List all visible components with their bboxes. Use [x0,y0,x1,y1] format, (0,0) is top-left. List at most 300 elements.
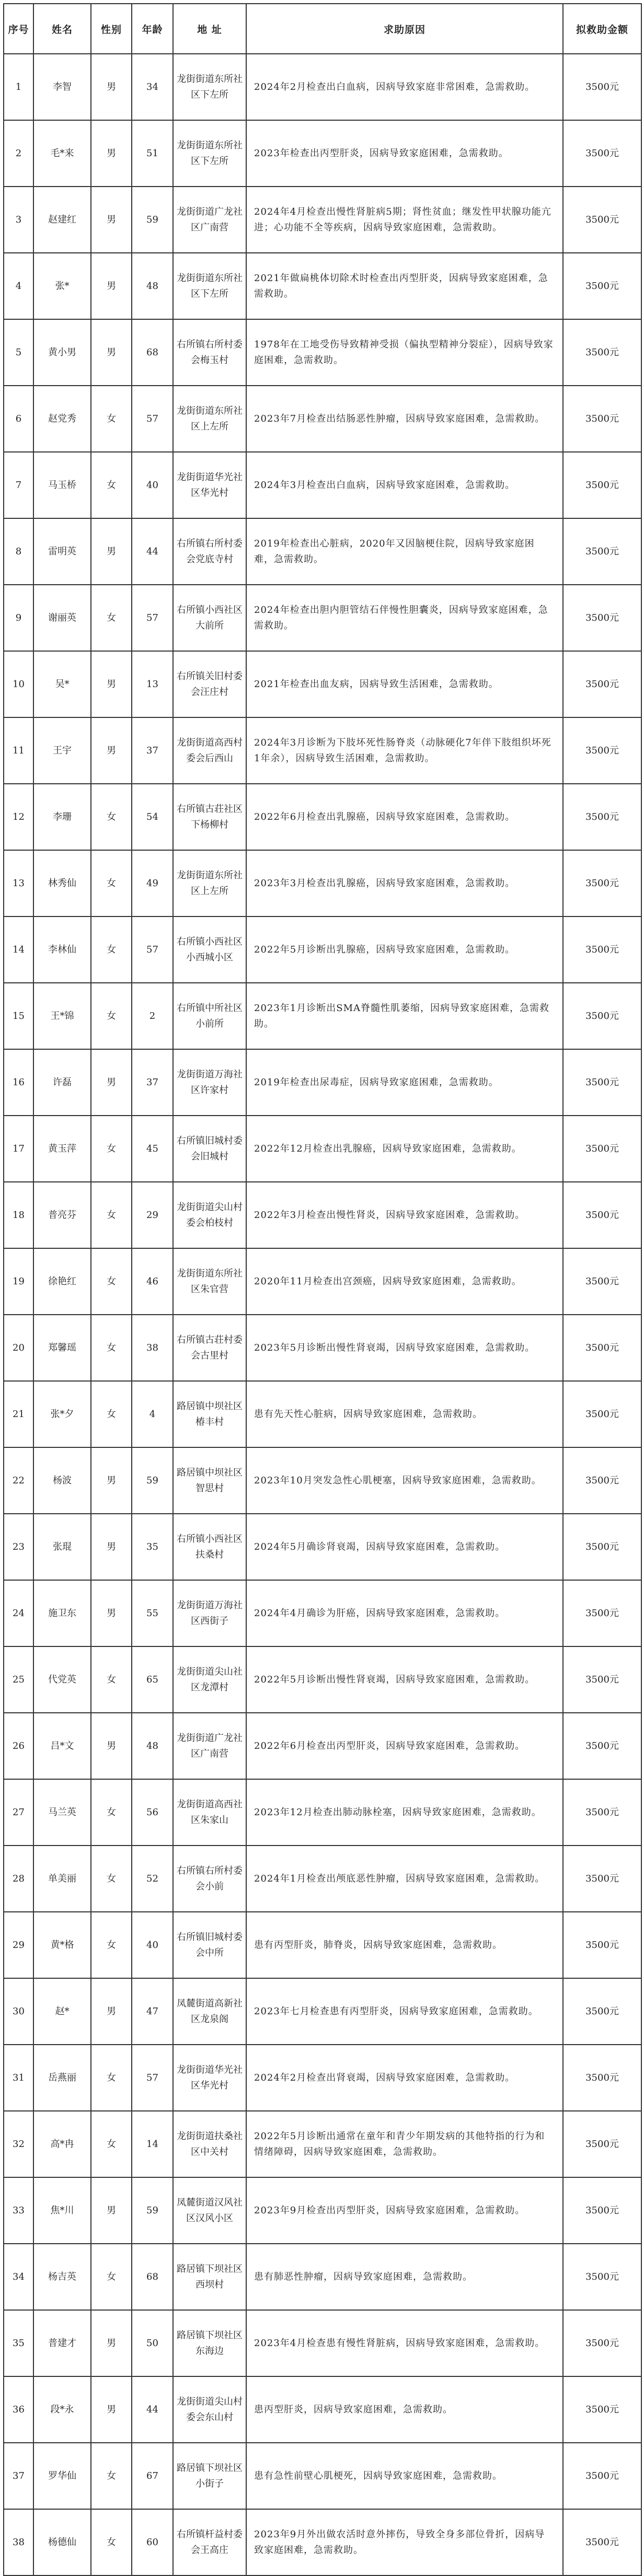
row-address: 右所镇小西社区大前所 [173,585,246,651]
row-number: 17 [4,1116,33,1182]
table-row [4,2244,641,2310]
row-amount: 3500元 [563,54,641,120]
row-address: 右所镇小西社区扶桑村 [173,1514,246,1580]
row-number: 21 [4,1381,33,1447]
row-address: 龙街街道东所社区下左所 [173,253,246,319]
row-age: 40 [132,452,173,518]
row-address: 右所镇古荘社区下杨柳村 [173,784,246,850]
row-address: 龙街街道华光社区华光村 [173,452,246,518]
row-gender: 女 [91,1248,132,1315]
table-row [4,2443,641,2509]
row-gender: 女 [91,983,132,1049]
table-row [4,1381,641,1447]
row-name: 焦*川 [33,2177,91,2244]
row-gender: 男 [91,518,132,585]
row-reason: 2023年9月外出做农活时意外摔伤，导致全身多部位骨折，因病导致家庭困难，急需救助。 [246,2509,563,2575]
row-name: 马玉桥 [33,452,91,518]
row-age: 55 [132,1580,173,1646]
table-row [4,1846,641,1912]
row-gender: 男 [91,1514,132,1580]
row-reason: 2023年10月突发急性心肌梗塞，因病导致家庭困难，急需救助。 [246,1447,563,1514]
row-reason: 2024年4月检查出慢性肾脏病5期；肾性贫血；继发性甲状腺功能亢进；心功能不全等疾病，因病导致家庭困难，急需救助。 [246,187,563,253]
row-amount: 3500元 [563,1381,641,1447]
row-address: 右所镇杆益村委会王高庄 [173,2509,246,2575]
row-age: 56 [132,1779,173,1846]
row-number: 1 [4,54,33,120]
row-address: 右所镇右所村委会小前 [173,1846,246,1912]
row-amount: 3500元 [563,2310,641,2376]
row-gender: 男 [91,1049,132,1116]
row-address: 龙街街道万海社区许家村 [173,1049,246,1116]
row-name: 雷明英 [33,518,91,585]
row-address: 右所镇旧城村委会中所 [173,1912,246,1978]
table-row [4,386,641,452]
row-gender: 女 [91,1646,132,1713]
row-amount: 3500元 [563,2111,641,2177]
row-name: 张*夕 [33,1381,91,1447]
row-address: 路居镇中坝社区智思村 [173,1447,246,1514]
row-reason: 2019年检查出心脏病，2020年又因脑梗住院，因病导致家庭困难，急需救助。 [246,518,563,585]
row-address: 右所镇右所村委会梅玉村 [173,319,246,386]
row-name: 赵建红 [33,187,91,253]
row-number: 38 [4,2509,33,2575]
row-name: 赵* [33,1978,91,2045]
row-gender: 女 [91,2111,132,2177]
row-age: 37 [132,1049,173,1116]
row-amount: 3500元 [563,1646,641,1713]
table-row [4,1248,641,1315]
row-number: 26 [4,1713,33,1779]
row-name: 段*永 [33,2376,91,2443]
row-name: 赵党秀 [33,386,91,452]
row-reason: 患有先天性心脏病，因病导致家庭困难，急需救助。 [246,1381,563,1447]
row-number: 35 [4,2310,33,2376]
row-number: 14 [4,916,33,983]
table-row [4,1447,641,1514]
row-reason: 2024年2月检查出肾衰竭，因病导致家庭困难，急需救助。 [246,2045,563,2111]
row-amount: 3500元 [563,187,641,253]
row-gender: 男 [91,2376,132,2443]
row-name: 罗华仙 [33,2443,91,2509]
row-amount: 3500元 [563,850,641,916]
header-address: 地 址 [173,4,246,54]
row-age: 46 [132,1248,173,1315]
header-number: 序号 [4,4,33,54]
row-age: 14 [132,2111,173,2177]
row-gender: 男 [91,253,132,319]
row-address: 凤麓街道汉风社区汉风小区 [173,2177,246,2244]
row-amount: 3500元 [563,1315,641,1381]
row-gender: 男 [91,319,132,386]
row-address: 龙街街道高西社区朱家山 [173,1779,246,1846]
row-age: 44 [132,2376,173,2443]
row-name: 黄玉萍 [33,1116,91,1182]
row-age: 13 [132,651,173,717]
row-name: 黄*格 [33,1912,91,1978]
row-gender: 女 [91,2443,132,2509]
row-number: 28 [4,1846,33,1912]
table-row [4,1912,641,1978]
row-number: 18 [4,1182,33,1248]
row-amount: 3500元 [563,2509,641,2575]
row-reason: 2024年1月检查出颅底恶性肿瘤，因病导致家庭困难，急需救助。 [246,1846,563,1912]
row-amount: 3500元 [563,1248,641,1315]
table-row [4,651,641,717]
row-amount: 3500元 [563,983,641,1049]
row-number: 12 [4,784,33,850]
row-amount: 3500元 [563,717,641,784]
row-number: 24 [4,1580,33,1646]
row-gender: 男 [91,187,132,253]
row-reason: 2022年5月诊断出乳腺癌，因病导致家庭困难，急需救助。 [246,916,563,983]
row-name: 普亮芬 [33,1182,91,1248]
table-row [4,120,641,187]
row-amount: 3500元 [563,1447,641,1514]
row-address: 龙街街道东所社区朱官营 [173,1248,246,1315]
row-age: 68 [132,2244,173,2310]
row-number: 22 [4,1447,33,1514]
row-amount: 3500元 [563,2443,641,2509]
row-address: 路居镇下坝社区小街子 [173,2443,246,2509]
row-name: 谢丽英 [33,585,91,651]
row-number: 3 [4,187,33,253]
header-gender: 性别 [91,4,132,54]
table-row [4,717,641,784]
row-reason: 2021年检查出血友病，因病导致生活困难，急需救助。 [246,651,563,717]
row-address: 龙街街道高西村委会后西山 [173,717,246,784]
row-gender: 男 [91,1713,132,1779]
document-page [3,3,641,2576]
row-reason: 2023年1月诊断出SMA脊髓性肌萎缩，因病导致家庭困难，急需救助。 [246,983,563,1049]
row-amount: 3500元 [563,518,641,585]
row-age: 29 [132,1182,173,1248]
row-reason: 2023年9月检查出丙型肝炎，因病导致家庭困难，急需救助。 [246,2177,563,2244]
table-row [4,1182,641,1248]
row-gender: 女 [91,386,132,452]
row-gender: 男 [91,1978,132,2045]
row-number: 2 [4,120,33,187]
row-number: 27 [4,1779,33,1846]
row-reason: 2024年3月诊断为下肢坏死性肠脊炎（动脉硬化7年伴下肢组织坏死1年余），因病导致生活困难，急需救助。 [246,717,563,784]
row-age: 38 [132,1315,173,1381]
row-reason: 2023年5月诊断出慢性肾衰竭，因病导致家庭困难，急需救助。 [246,1315,563,1381]
row-number: 4 [4,253,33,319]
row-address: 龙街街道万海社区西街子 [173,1580,246,1646]
row-number: 37 [4,2443,33,2509]
row-reason: 2023年七月检查患有丙型肝炎，因病导致家庭困难，急需救助。 [246,1978,563,2045]
table-row [4,916,641,983]
row-reason: 患有肺恶性肿瘤，因病导致家庭困难，急需救助。 [246,2244,563,2310]
row-address: 凤麓街道高新社区龙泉阁 [173,1978,246,2045]
row-reason: 2023年检查出丙型肝炎，因病导致家庭困难，急需救助。 [246,120,563,187]
row-address: 龙街街道尖山村委会东山村 [173,2376,246,2443]
row-reason: 2022年3月检查出慢性肾炎，因病导致家庭困难，急需救助。 [246,1182,563,1248]
row-name: 普建才 [33,2310,91,2376]
row-age: 48 [132,1713,173,1779]
table-row [4,1713,641,1779]
row-name: 高*冉 [33,2111,91,2177]
row-number: 34 [4,2244,33,2310]
row-age: 37 [132,717,173,784]
row-name: 代党英 [33,1646,91,1713]
row-age: 50 [132,2310,173,2376]
table-row [4,1580,641,1646]
row-age: 2 [132,983,173,1049]
row-address: 右所镇中所社区小前所 [173,983,246,1049]
row-name: 许磊 [33,1049,91,1116]
row-number: 8 [4,518,33,585]
row-age: 54 [132,784,173,850]
table-row [4,253,641,319]
row-amount: 3500元 [563,2177,641,2244]
row-age: 57 [132,585,173,651]
row-age: 47 [132,1978,173,2045]
row-amount: 3500元 [563,916,641,983]
row-amount: 3500元 [563,253,641,319]
row-amount: 3500元 [563,120,641,187]
row-number: 13 [4,850,33,916]
row-gender: 男 [91,2177,132,2244]
table-row [4,452,641,518]
row-age: 60 [132,2509,173,2575]
table-row [4,1315,641,1381]
row-amount: 3500元 [563,1514,641,1580]
table-header-row [4,4,641,54]
row-number: 6 [4,386,33,452]
table-body [4,54,641,2575]
row-name: 张* [33,253,91,319]
row-address: 龙街街道华光社区华光村 [173,2045,246,2111]
row-number: 11 [4,717,33,784]
row-gender: 男 [91,717,132,784]
row-reason: 2024年检查出胆内胆管结石伴慢性胆囊炎，因病导致家庭困难，急需救助。 [246,585,563,651]
row-name: 马兰英 [33,1779,91,1846]
table-row [4,2111,641,2177]
row-amount: 3500元 [563,2045,641,2111]
row-amount: 3500元 [563,1978,641,2045]
row-gender: 女 [91,1846,132,1912]
row-gender: 女 [91,1779,132,1846]
row-name: 杨吉英 [33,2244,91,2310]
row-address: 龙街街道扶桑社区中关村 [173,2111,246,2177]
row-number: 36 [4,2376,33,2443]
row-amount: 3500元 [563,1779,641,1846]
row-age: 51 [132,120,173,187]
row-number: 30 [4,1978,33,2045]
row-reason: 2020年11月检查出宫颈癌，因病导致家庭困难，急需救助。 [246,1248,563,1315]
row-number: 9 [4,585,33,651]
header-reason: 求助原因 [246,4,563,54]
row-age: 49 [132,850,173,916]
row-reason: 患有丙型肝炎，肺脊炎，因病导致家庭困难，急需救助。 [246,1912,563,1978]
row-gender: 女 [91,1116,132,1182]
row-amount: 3500元 [563,1049,641,1116]
row-amount: 3500元 [563,585,641,651]
table-row [4,983,641,1049]
row-reason: 2021年做扁桃体切除术时检查出丙型肝炎，因病导致家庭困难，急需救助。 [246,253,563,319]
row-name: 王*锦 [33,983,91,1049]
row-address: 龙街街道尖山村委会柏枝村 [173,1182,246,1248]
row-address: 右所镇旧城村委会旧城村 [173,1116,246,1182]
row-name: 单美丽 [33,1846,91,1912]
row-name: 岳燕丽 [33,2045,91,2111]
row-name: 李珊 [33,784,91,850]
assistance-table [3,3,642,2576]
table-row [4,1049,641,1116]
row-number: 5 [4,319,33,386]
header-amount: 拟救助金额 [563,4,641,54]
table-row [4,850,641,916]
table-row [4,187,641,253]
row-amount: 3500元 [563,1912,641,1978]
row-name: 杨波 [33,1447,91,1514]
table-row [4,54,641,120]
header-age: 年龄 [132,4,173,54]
row-amount: 3500元 [563,651,641,717]
table-row [4,2177,641,2244]
row-address: 龙街街道东所社区上左所 [173,850,246,916]
row-reason: 1978年在工地受伤导致精神受损（偏执型精神分裂症），因病导致家庭困难，急需救助。 [246,319,563,386]
row-name: 施卫东 [33,1580,91,1646]
row-amount: 3500元 [563,319,641,386]
row-number: 23 [4,1514,33,1580]
row-gender: 女 [91,1315,132,1381]
row-gender: 男 [91,1447,132,1514]
row-address: 右所镇古荘村委会古里村 [173,1315,246,1381]
row-number: 10 [4,651,33,717]
row-gender: 男 [91,1580,132,1646]
table-row [4,2045,641,2111]
row-age: 34 [132,54,173,120]
table-row [4,2376,641,2443]
row-amount: 3500元 [563,1713,641,1779]
row-gender: 女 [91,452,132,518]
row-age: 59 [132,1447,173,1514]
row-reason: 2024年3月检查出白血病，因病导致家庭困难，急需救助。 [246,452,563,518]
row-amount: 3500元 [563,386,641,452]
row-gender: 女 [91,585,132,651]
row-gender: 女 [91,2045,132,2111]
row-age: 4 [132,1381,173,1447]
row-age: 68 [132,319,173,386]
row-reason: 2022年12月检查出乳腺癌，因病导致家庭困难，急需救助。 [246,1116,563,1182]
row-name: 张琨 [33,1514,91,1580]
row-address: 龙街街道尖山社区龙潭村 [173,1646,246,1713]
row-address: 右所镇小西社区小西城小区 [173,916,246,983]
row-address: 右所镇关旧村委会汪庄村 [173,651,246,717]
table-row [4,1116,641,1182]
row-gender: 男 [91,651,132,717]
row-name: 王宇 [33,717,91,784]
row-amount: 3500元 [563,1116,641,1182]
row-reason: 2024年2月检查出白血病，因病导致家庭非常困难，急需救助。 [246,54,563,120]
table-row [4,2310,641,2376]
table-row [4,784,641,850]
row-name: 林秀仙 [33,850,91,916]
row-reason: 2022年6月检查出丙型肝炎，因病导致家庭困难，急需救助。 [246,1713,563,1779]
row-name: 徐艳红 [33,1248,91,1315]
row-address: 龙街街道广龙社区广南营 [173,1713,246,1779]
row-number: 16 [4,1049,33,1116]
table-row [4,518,641,585]
row-address: 路居镇中坝社区椿丰村 [173,1381,246,1447]
table-row [4,585,641,651]
row-gender: 男 [91,120,132,187]
row-reason: 2023年7月检查出结肠恶性肿瘤，因病导致家庭困难，急需救助。 [246,386,563,452]
row-address: 路居镇下坝社区西坝村 [173,2244,246,2310]
row-reason: 2024年4月确诊为肝癌，因病导致家庭困难，急需救助。 [246,1580,563,1646]
row-number: 7 [4,452,33,518]
row-address: 龙街街道东所社区下左所 [173,120,246,187]
table-row [4,1646,641,1713]
row-number: 19 [4,1248,33,1315]
row-reason: 2022年6月检查出乳腺癌，因病导致家庭困难，急需救助。 [246,784,563,850]
row-name: 黄小男 [33,319,91,386]
row-name: 李林仙 [33,916,91,983]
row-amount: 3500元 [563,784,641,850]
row-gender: 女 [91,916,132,983]
row-address: 路居镇下坝社区东海边 [173,2310,246,2376]
row-age: 59 [132,2177,173,2244]
row-reason: 2023年4月检查患有慢性肾脏病，因病导致家庭困难，急需救助。 [246,2310,563,2376]
row-number: 33 [4,2177,33,2244]
row-number: 31 [4,2045,33,2111]
row-name: 李智 [33,54,91,120]
row-reason: 2022年5月诊断出慢性肾衰竭，因病导致家庭困难，急需救助。 [246,1646,563,1713]
row-amount: 3500元 [563,1182,641,1248]
row-name: 吴* [33,651,91,717]
row-gender: 女 [91,1912,132,1978]
row-age: 65 [132,1646,173,1713]
row-reason: 患有急性前壁心肌梗死，因病导致家庭困难，急需救助。 [246,2443,563,2509]
row-amount: 3500元 [563,1846,641,1912]
row-gender: 女 [91,2244,132,2310]
row-number: 20 [4,1315,33,1381]
row-age: 45 [132,1116,173,1182]
row-gender: 女 [91,850,132,916]
row-age: 52 [132,1846,173,1912]
row-reason: 2023年3月检查出乳腺癌，因病导致家庭困难，急需救助。 [246,850,563,916]
row-gender: 女 [91,1381,132,1447]
row-age: 57 [132,386,173,452]
row-address: 龙街街道广龙社区广南营 [173,187,246,253]
row-name: 杨德仙 [33,2509,91,2575]
row-name: 毛*来 [33,120,91,187]
row-address: 龙街街道东所社区上左所 [173,386,246,452]
row-reason: 2023年12月检查出肺动脉栓塞，因病导致家庭困难，急需救助。 [246,1779,563,1846]
row-address: 龙街街道东所社区下左所 [173,54,246,120]
row-name: 郑馨瑶 [33,1315,91,1381]
row-number: 25 [4,1646,33,1713]
header-name: 姓名 [33,4,91,54]
row-age: 57 [132,2045,173,2111]
row-amount: 3500元 [563,2244,641,2310]
row-age: 35 [132,1514,173,1580]
row-age: 44 [132,518,173,585]
row-age: 59 [132,187,173,253]
row-age: 40 [132,1912,173,1978]
row-gender: 女 [91,2509,132,2575]
row-name: 吕*文 [33,1713,91,1779]
row-number: 32 [4,2111,33,2177]
row-reason: 2022年5月诊断出通常在童年和青少年期发病的其他特指的行为和情绪障碍，因病导致家庭困难，急需救助。 [246,2111,563,2177]
row-age: 67 [132,2443,173,2509]
row-gender: 男 [91,2310,132,2376]
table-row [4,319,641,386]
table-row [4,1514,641,1580]
row-amount: 3500元 [563,1580,641,1646]
table-row [4,1779,641,1846]
